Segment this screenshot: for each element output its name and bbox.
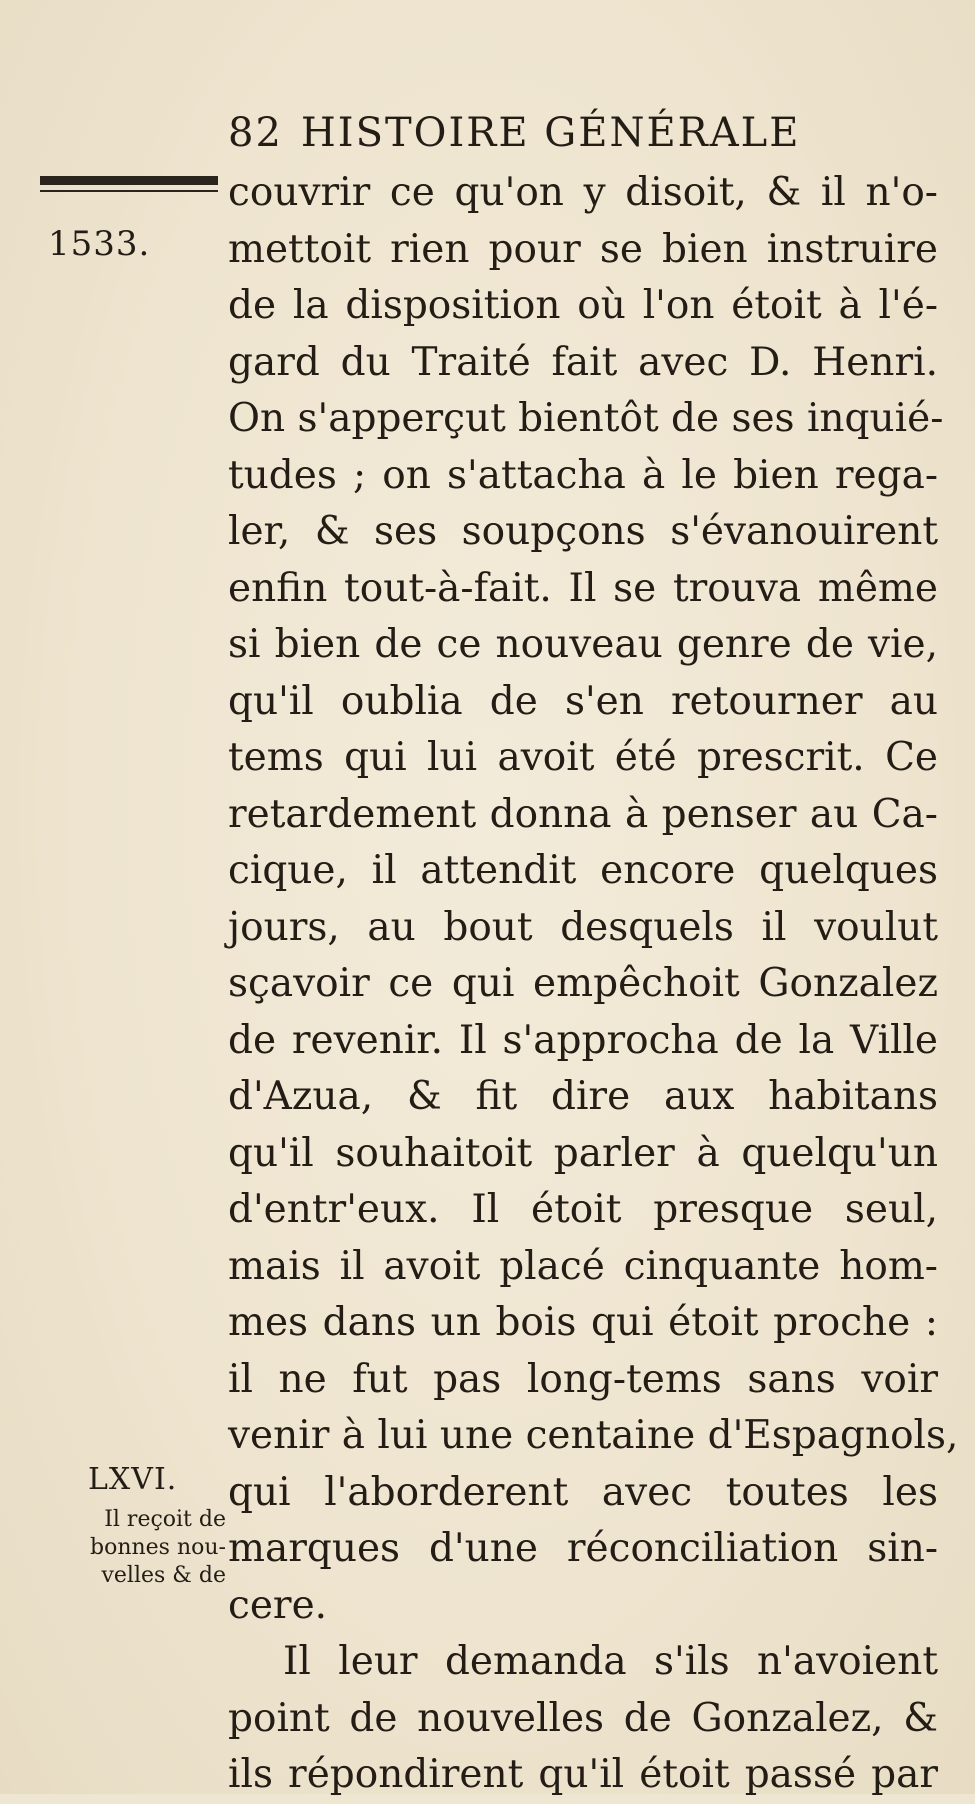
running-title: HISTOIRE GÉNÉRALE xyxy=(300,110,801,156)
text-line: couvrir ce qu'on y disoit, & il n'o- xyxy=(228,170,938,215)
text-line: mais il avoit placé cinquante hom- xyxy=(228,1243,938,1289)
margin-rule-thin xyxy=(40,190,218,192)
running-head xyxy=(228,110,928,156)
body-text xyxy=(228,165,959,1804)
text-line: retardement donna à penser au Ca- xyxy=(228,791,938,837)
text-line: venir à lui une centaine d'Espagnols, xyxy=(228,1413,959,1458)
margin-year: 1533. xyxy=(48,224,151,264)
text-line: enfin tout-à-fait. Il se trouva même xyxy=(228,565,938,611)
text-line: jours, au bout desquels il voulut xyxy=(228,904,938,950)
text-line: ils répondirent qu'il étoit passé par xyxy=(228,1752,938,1797)
text-line: mettoit rien pour se bien instruire xyxy=(228,226,938,272)
text-line: cique, il attendit encore quelques xyxy=(228,848,938,893)
text-line: sçavoir ce qui empêchoit Gonzalez xyxy=(228,961,938,1006)
text-line: On s'apperçut bientôt de ses inquié- xyxy=(228,396,944,441)
text-line: cere. xyxy=(228,1582,328,1628)
text-line: d'entr'eux. Il étoit presque seul, xyxy=(228,1187,938,1232)
text-line: ler, & ses soupçons s'évanouirent xyxy=(228,509,938,554)
margin-note-line: Il reçoit de xyxy=(104,1507,226,1532)
text-line: il ne fut pas long-tems sans voir xyxy=(228,1356,938,1402)
margin-note xyxy=(36,1506,226,1590)
chapter-number: LXVI. xyxy=(88,1462,178,1497)
text-line: mes dans un bois qui étoit proche : xyxy=(228,1300,938,1345)
margin-note-line: velles & de xyxy=(101,1563,226,1588)
text-line: de la disposition où l'on étoit à l'é- xyxy=(228,283,938,328)
page-number: 82 xyxy=(228,110,283,156)
text-line: point de nouvelles de Gonzalez, & xyxy=(228,1695,938,1741)
text-line: gard du Traité fait avec D. Henri. xyxy=(228,339,938,385)
margin-rule-thick xyxy=(40,176,218,185)
text-line: marques d'une réconciliation sin- xyxy=(228,1526,938,1571)
text-line: si bien de ce nouveau genre de vie, xyxy=(228,622,938,667)
text-line: d'Azua, & fit dire aux habitans xyxy=(228,1074,938,1119)
text-line: qui l'aborderent avec toutes les xyxy=(228,1469,938,1515)
text-line: tems qui lui avoit été prescrit. Ce xyxy=(228,735,938,780)
text-line: Il leur demanda s'ils n'avoient xyxy=(283,1639,938,1684)
text-line: qu'il souhaitoit parler à quelqu'un xyxy=(228,1130,938,1176)
margin-note-line: bonnes nou- xyxy=(90,1535,226,1560)
text-line: qu'il oublia de s'en retourner au xyxy=(228,678,938,724)
text-line: de revenir. Il s'approcha de la Ville xyxy=(228,1017,938,1063)
text-line: tudes ; on s'attacha à le bien rega- xyxy=(228,452,938,498)
